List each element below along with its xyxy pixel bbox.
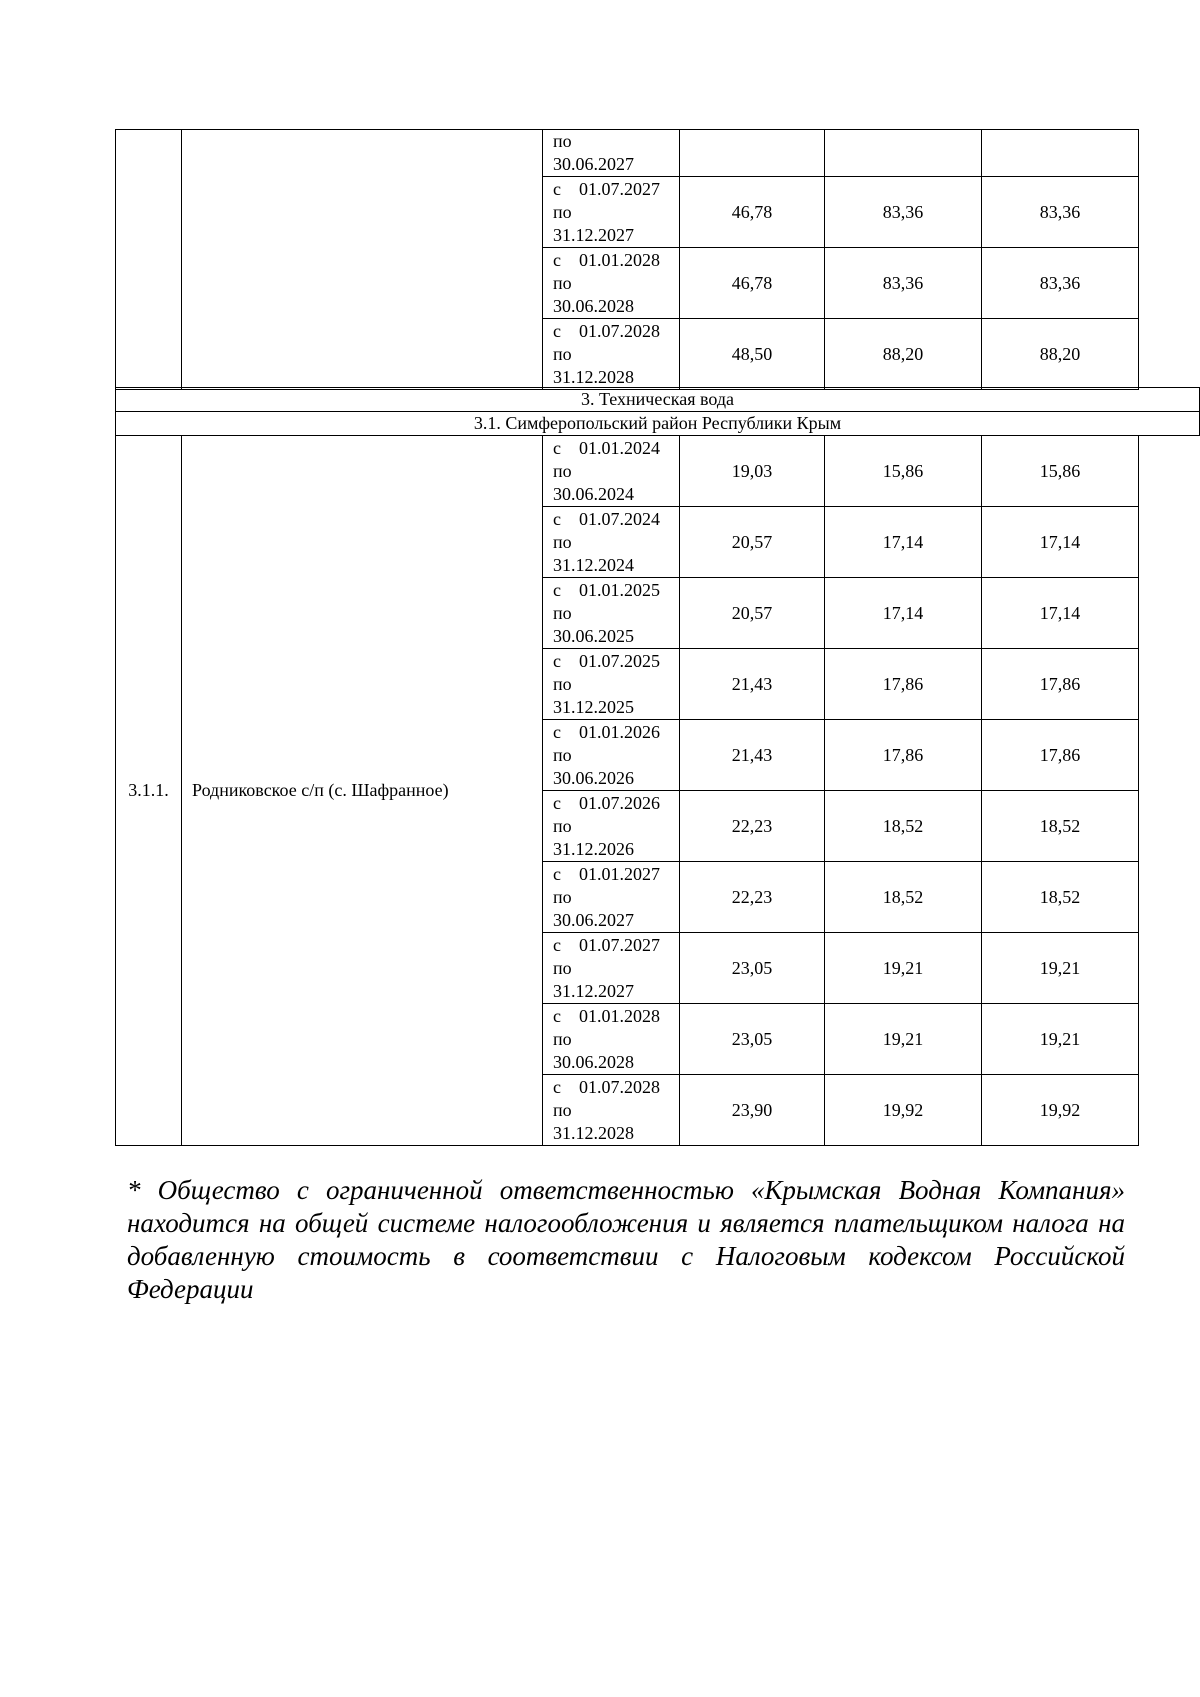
value-cell: 48,50 (680, 319, 825, 390)
period-cell: с 01.07.2028 по 31.12.2028 (543, 1075, 680, 1146)
period-cell: с 01.01.2026 по 30.06.2026 (543, 720, 680, 791)
value-cell (680, 130, 825, 177)
period-cell: с 01.07.2027 по 31.12.2027 (543, 177, 680, 248)
name-cell (182, 130, 543, 390)
value-cell: 83,36 (982, 248, 1139, 319)
value-cell: 18,52 (982, 862, 1139, 933)
value-cell: 17,86 (825, 720, 982, 791)
value-cell: 83,36 (982, 177, 1139, 248)
period-cell: с 01.07.2025 по 31.12.2025 (543, 649, 680, 720)
value-cell: 46,78 (680, 248, 825, 319)
value-cell: 19,21 (982, 1004, 1139, 1075)
value-cell: 15,86 (982, 436, 1139, 507)
value-cell: 20,57 (680, 578, 825, 649)
value-cell: 20,57 (680, 507, 825, 578)
value-cell: 46,78 (680, 177, 825, 248)
value-cell: 22,23 (680, 862, 825, 933)
value-cell: 83,36 (825, 248, 982, 319)
value-cell: 21,43 (680, 720, 825, 791)
value-cell: 17,14 (982, 578, 1139, 649)
value-cell: 21,43 (680, 649, 825, 720)
value-cell: 88,20 (825, 319, 982, 390)
value-cell (825, 130, 982, 177)
value-cell: 18,52 (825, 862, 982, 933)
period-cell: с 01.01.2028 по 30.06.2028 (543, 1004, 680, 1075)
value-cell: 19,21 (982, 933, 1139, 1004)
value-cell: 19,92 (982, 1075, 1139, 1146)
value-cell: 17,86 (982, 720, 1139, 791)
table-row (116, 130, 1139, 177)
value-cell: 23,05 (680, 1004, 825, 1075)
value-cell: 19,21 (825, 933, 982, 1004)
period-cell: с 01.01.2028 по 30.06.2028 (543, 248, 680, 319)
value-cell: 88,20 (982, 319, 1139, 390)
period-cell: с 01.07.2027 по 31.12.2027 (543, 933, 680, 1004)
value-cell: 17,14 (825, 507, 982, 578)
value-cell: 15,86 (825, 436, 982, 507)
value-cell: 17,14 (825, 578, 982, 649)
period-cell: с 01.07.2026 по 31.12.2026 (543, 791, 680, 862)
tariff-table-bottom (115, 435, 1139, 1146)
period-cell: с 01.01.2027 по 30.06.2027 (543, 862, 680, 933)
table-row (116, 436, 1139, 507)
value-cell: 83,36 (825, 177, 982, 248)
section-header: 3. Техническая вода (116, 388, 1200, 412)
value-cell (982, 130, 1139, 177)
index-cell: 3.1.1. (116, 436, 182, 1146)
value-cell: 23,05 (680, 933, 825, 1004)
value-cell: 22,23 (680, 791, 825, 862)
name-cell: Родниковское с/п (с. Шафранное) (182, 436, 543, 1146)
tariff-table-top (115, 129, 1139, 390)
value-cell: 17,86 (825, 649, 982, 720)
value-cell: 17,86 (982, 649, 1139, 720)
period-cell: с 01.01.2024 по 30.06.2024 (543, 436, 680, 507)
period-cell: с 01.07.2028 по 31.12.2028 (543, 319, 680, 390)
period-cell: с 01.01.2025 по 30.06.2025 (543, 578, 680, 649)
value-cell: 17,14 (982, 507, 1139, 578)
value-cell: 19,03 (680, 436, 825, 507)
footnote-text: * Общество с ограниченной ответственностью «Крымская Водная Компания» находится на общей системе налогообложения и является плательщиком налога на добавленную стоимость в соответствии с Налоговым кодексом Российской Федерации (127, 1175, 1125, 1304)
index-cell (116, 130, 182, 390)
period-cell: с 01.07.2024 по 31.12.2024 (543, 507, 680, 578)
section-headers (115, 387, 1200, 436)
value-cell: 18,52 (825, 791, 982, 862)
value-cell: 18,52 (982, 791, 1139, 862)
value-cell: 19,92 (825, 1075, 982, 1146)
vat-footnote (127, 1174, 1125, 1306)
period-cell: по 30.06.2027 (543, 130, 680, 177)
value-cell: 19,21 (825, 1004, 982, 1075)
value-cell: 23,90 (680, 1075, 825, 1146)
subsection-header: 3.1. Симферопольский район Республики Крым (116, 412, 1200, 436)
